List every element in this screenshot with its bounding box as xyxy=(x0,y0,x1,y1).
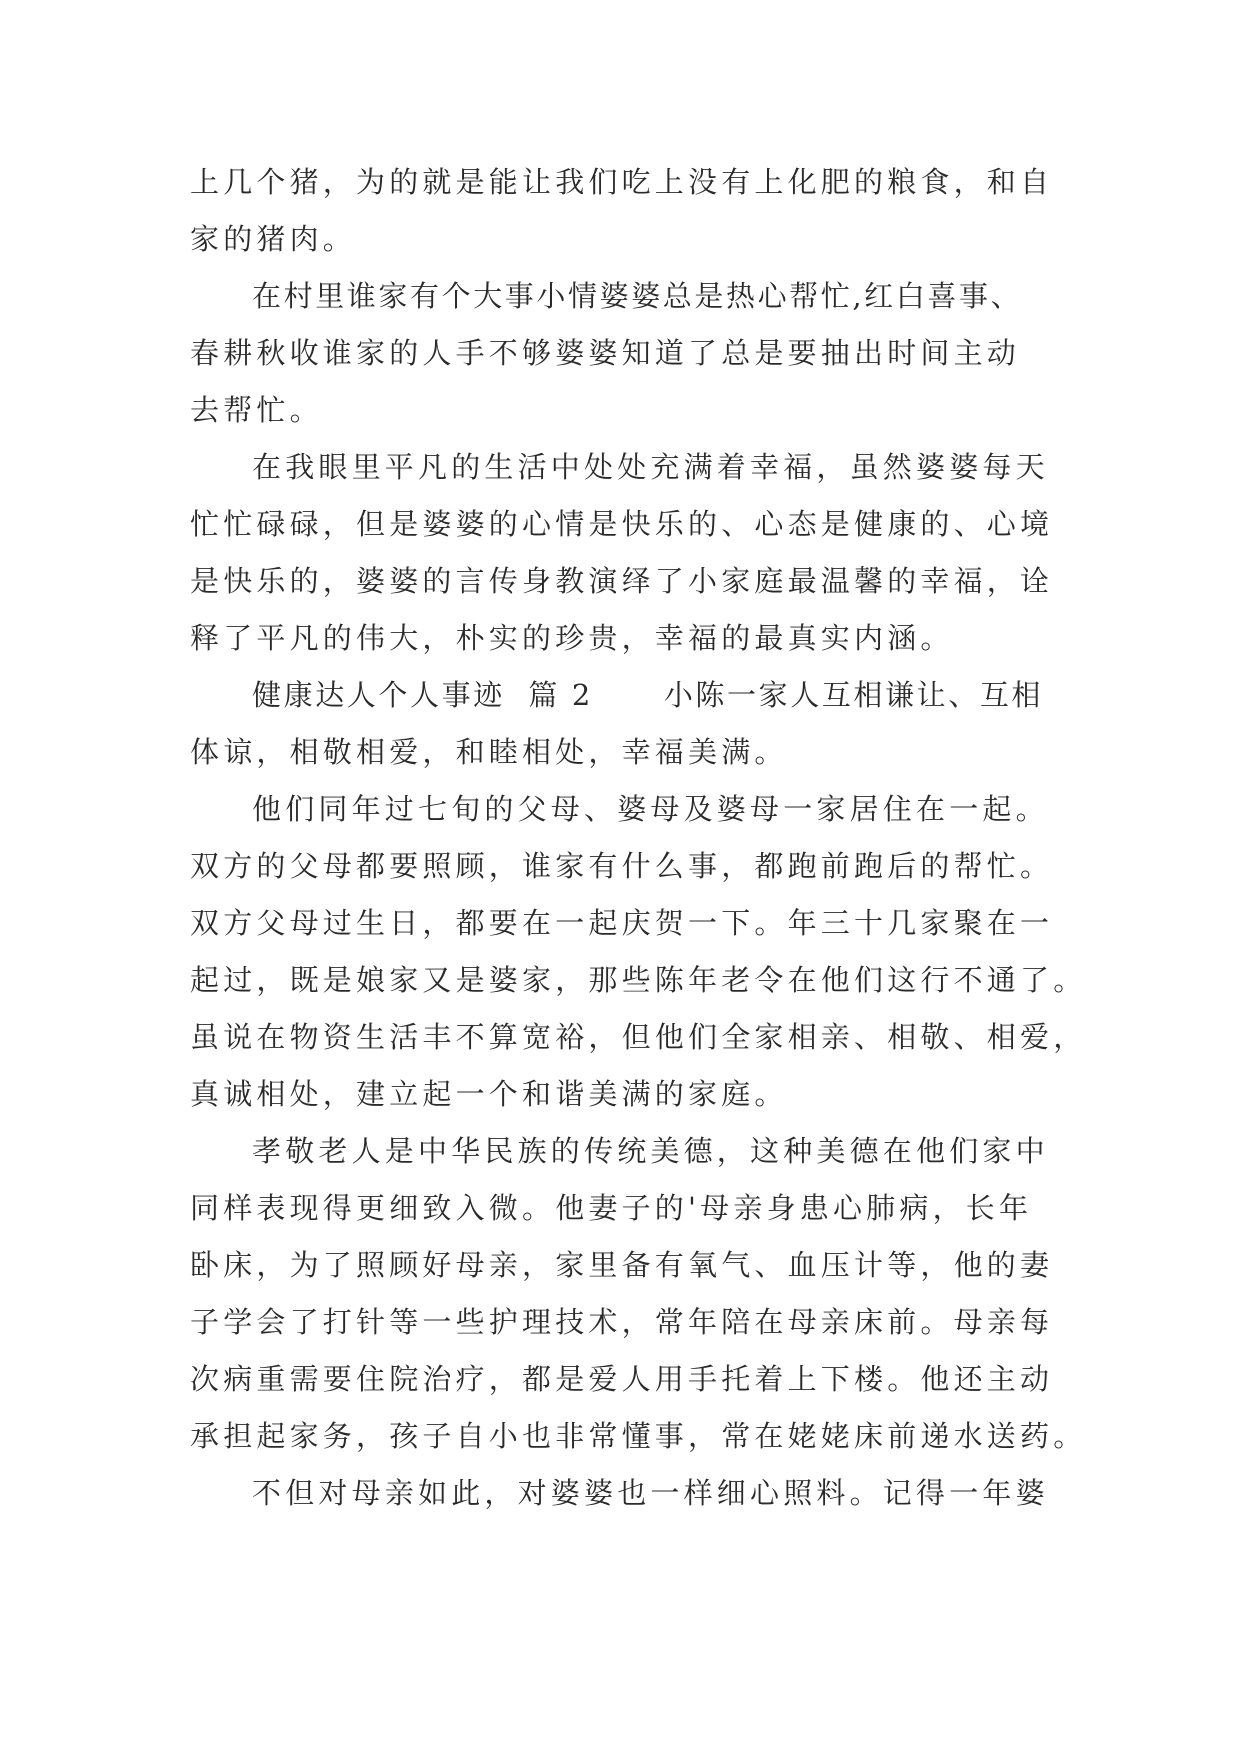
body-line: 虽说在物资生活丰不算宽裕，但他们全家相亲、相敬、相爱， xyxy=(190,1020,1087,1054)
body-line: 起过，既是娘家又是婆家，那些陈年老令在他们这行不通了。 xyxy=(190,963,1087,997)
paragraph-first-line: 在我眼里平凡的生活中处处充满着幸福，虽然婆婆每天 xyxy=(252,450,1049,484)
body-line: 上几个猪，为的就是能让我们吃上没有上化肥的粮食，和自 xyxy=(190,165,1054,199)
body-line: 体谅，相敬相爱，和睦相处，幸福美满。 xyxy=(190,735,788,769)
body-line: 次病重需要住院治疗，都是爱人用手托着上下楼。他还主动 xyxy=(190,1362,1054,1396)
body-line: 卧床，为了照顾好母亲，家里备有氧气、血压计等，他的妻 xyxy=(190,1248,1054,1282)
paragraph-first-line: 他们同年过七旬的父母、婆母及婆母一家居住在一起。 xyxy=(252,792,1049,826)
body-line: 子学会了打针等一些护理技术，常年陪在母亲床前。母亲每 xyxy=(190,1305,1054,1339)
body-line: 春耕秋收谁家的人手不够婆婆知道了总是要抽出时间主动 xyxy=(190,336,1021,370)
body-line: 去帮忙。 xyxy=(190,393,323,427)
paragraph-first-line: 不但对母亲如此，对婆婆也一样细心照料。记得一年婆 xyxy=(252,1476,1049,1510)
section-heading-line: 健康达人个人事迹 篇 2 小陈一家人互相谦让、互相 xyxy=(252,678,1044,712)
body-line: 双方父母过生日，都要在一起庆贺一下。年三十几家聚在一 xyxy=(190,906,1054,940)
body-line: 家的猪肉。 xyxy=(190,222,357,256)
body-line: 忙忙碌碌，但是婆婆的心情是快乐的、心态是健康的、心境 xyxy=(190,507,1054,541)
body-line: 双方的父母都要照顾，谁家有什么事，都跑前跑后的帮忙。 xyxy=(190,849,1054,883)
paragraph-first-line: 在村里谁家有个大事小情婆婆总是热心帮忙,红白喜事、 xyxy=(252,279,1023,313)
body-line: 真诚相处，建立起一个和谐美满的家庭。 xyxy=(190,1077,788,1111)
body-line: 释了平凡的伟大，朴实的珍贵，幸福的最真实内涵。 xyxy=(190,621,954,655)
body-line: 是快乐的，婆婆的言传身教演绎了小家庭最温馨的幸福，诠 xyxy=(190,564,1054,598)
paragraph-first-line: 孝敬老人是中华民族的传统美德，这种美德在他们家中 xyxy=(252,1134,1049,1168)
body-line: 承担起家务，孩子自小也非常懂事，常在姥姥床前递水送药。 xyxy=(190,1419,1087,1453)
body-line: 同样表现得更细致入微。他妻子的'母亲身患心肺病，长年 xyxy=(190,1191,1033,1225)
